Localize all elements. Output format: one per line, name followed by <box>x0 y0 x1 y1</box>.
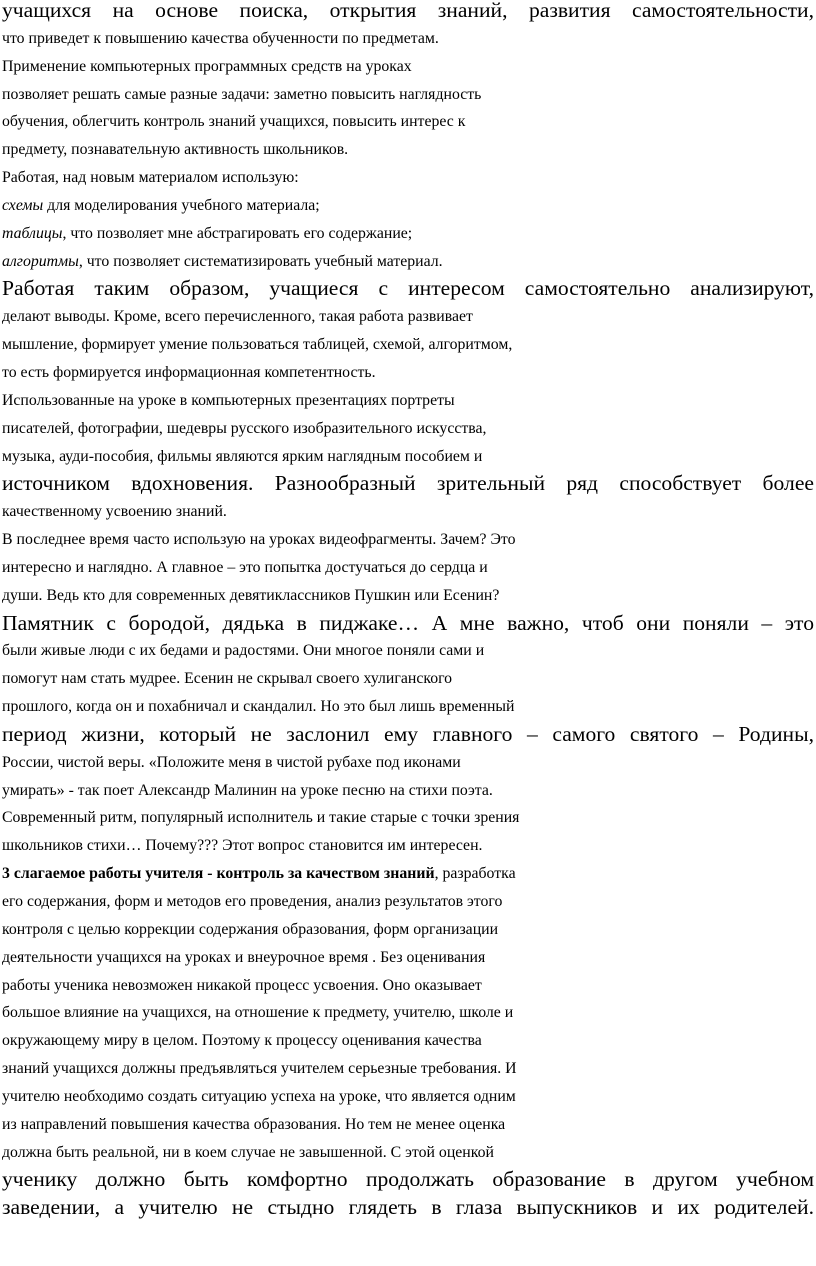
text-line: мышление, формирует умение пользоваться таблицей, схемой, алгоритмом, <box>2 336 513 354</box>
text-line: Работая, над новым материалом использую: <box>2 169 299 187</box>
text-line: деятельности учащихся на уроках и внеурочное время . Без оценивания <box>2 948 486 966</box>
text-line: учителю необходимо создать ситуацию успеха на уроке, что является одним <box>2 1087 516 1105</box>
text-line: помогут нам стать мудрее. Есенин не скрывал своего хулиганского <box>2 670 453 688</box>
text-line: окружающему миру в целом. Поэтому к процессу оценивания качества <box>2 1032 482 1050</box>
text-line: должна быть реальной, ни в коем случае не завышенной. С этой оценкой <box>2 1143 494 1161</box>
text-line: позволяет решать самые разные задачи: заметно повысить наглядность <box>2 85 482 103</box>
text-line: контроля с целью коррекции содержания образования, форм организации <box>2 920 499 938</box>
text-line: В последнее время часто использую на уроках видеофрагменты. Зачем? Это <box>2 531 516 549</box>
text-line: из направлений повышения качества образования. Но тем не менее оценка <box>2 1115 506 1133</box>
italic-term-algorithms: алгоритмы <box>2 252 79 270</box>
text-line: работы ученика невозможен никакой процесс усвоения. Оно оказывает <box>2 976 482 994</box>
text-fragment: для моделирования учебного материала; <box>47 196 320 214</box>
text-line <box>2 248 816 276</box>
text-line: умирать» - так поет Александр Малинин на уроке песню на стихи поэта. <box>2 781 493 799</box>
text-line: обучения, облегчить контроль знаний учащихся, повысить интерес к <box>2 113 466 131</box>
text-line: музыка, ауди-пособия, фильмы являются ярким наглядным пособием и <box>2 447 483 465</box>
italic-term-tables: таблицы <box>2 224 63 242</box>
text-fragment: , что позволяет мне абстрагировать его содержание; <box>62 224 413 242</box>
text-line: писателей, фотографии, шедевры русского изобразительного искусства, <box>2 419 487 437</box>
text-line <box>2 860 816 888</box>
text-line: большое влияние на учащихся, на отношение к предмету, учителю, школе и <box>2 1004 514 1022</box>
text-line: делают выводы. Кроме, всего перечисленного, такая работа развивает <box>2 308 473 326</box>
text-line: что приведет к повышению качества обученности по предметам. <box>2 29 439 47</box>
text-line: души. Ведь кто для современных девятиклассников Пушкин или Есенин? <box>2 586 500 604</box>
text-line: качественному усвоению знаний. <box>2 503 227 521</box>
text-line: период жизни, который не заслонил ему главного – самого святого – Родины, <box>2 721 814 746</box>
text-line: школьников стихи… Почему??? Этот вопрос становится им интересен. <box>2 837 483 855</box>
text-line: Памятник с бородой, дядька в пиджаке… А мне важно, чтоб они поняли – это <box>2 610 814 635</box>
text-line: Работая таким образом, учащиеся с интересом самостоятельно анализируют, <box>2 276 814 301</box>
text-line: источником вдохновения. Разнообразный зрительный ряд способствует более <box>2 471 814 496</box>
italic-term-schemes: схемы <box>2 196 44 214</box>
bold-heading: 3 слагаемое работы учителя - контроль за качеством знаний <box>2 865 435 883</box>
text-line: его содержания, форм и методов его проведения, анализ результатов этого <box>2 893 503 910</box>
text-line: Использованные на уроке в компьютерных презентациях портреты <box>2 391 455 409</box>
text-line: ученику должно быть комфортно продолжать образование в другом учебном <box>2 1167 814 1192</box>
text-line: Современный ритм, популярный исполнитель и такие старые с точки зрения <box>2 809 520 827</box>
text-line: знаний учащихся должны предъявляться учителем серьезные требования. И <box>2 1060 517 1078</box>
text-line: учащихся на основе поиска, открытия знаний, развития самостоятельности, <box>2 0 814 22</box>
text-line: были живые люди с их бедами и радостями. Они многое поняли сами и <box>2 642 485 660</box>
text-line: заведении, а учителю не стыдно глядеть в глаза выпускников и их родителей. <box>2 1195 814 1220</box>
text-line: интересно и наглядно. А главное – это попытка достучаться до сердца и <box>2 558 488 576</box>
text-line: России, чистой веры. «Положите меня в чистой рубахе под иконами <box>2 753 461 771</box>
text-line: то есть формируется информационная компетентность. <box>2 363 376 381</box>
text-line: предмету, познавательную активность школьников. <box>2 141 349 159</box>
text-fragment: , разработка <box>434 865 516 883</box>
text-line: Применение компьютерных программных средств на уроках <box>2 57 412 75</box>
text-line <box>2 220 816 248</box>
text-line <box>2 192 816 220</box>
text-line: прошлого, когда он и похабничал и скандалил. Но это был лишь временный <box>2 698 515 716</box>
text-fragment: , что позволяет систематизировать учебный материал. <box>78 252 443 270</box>
